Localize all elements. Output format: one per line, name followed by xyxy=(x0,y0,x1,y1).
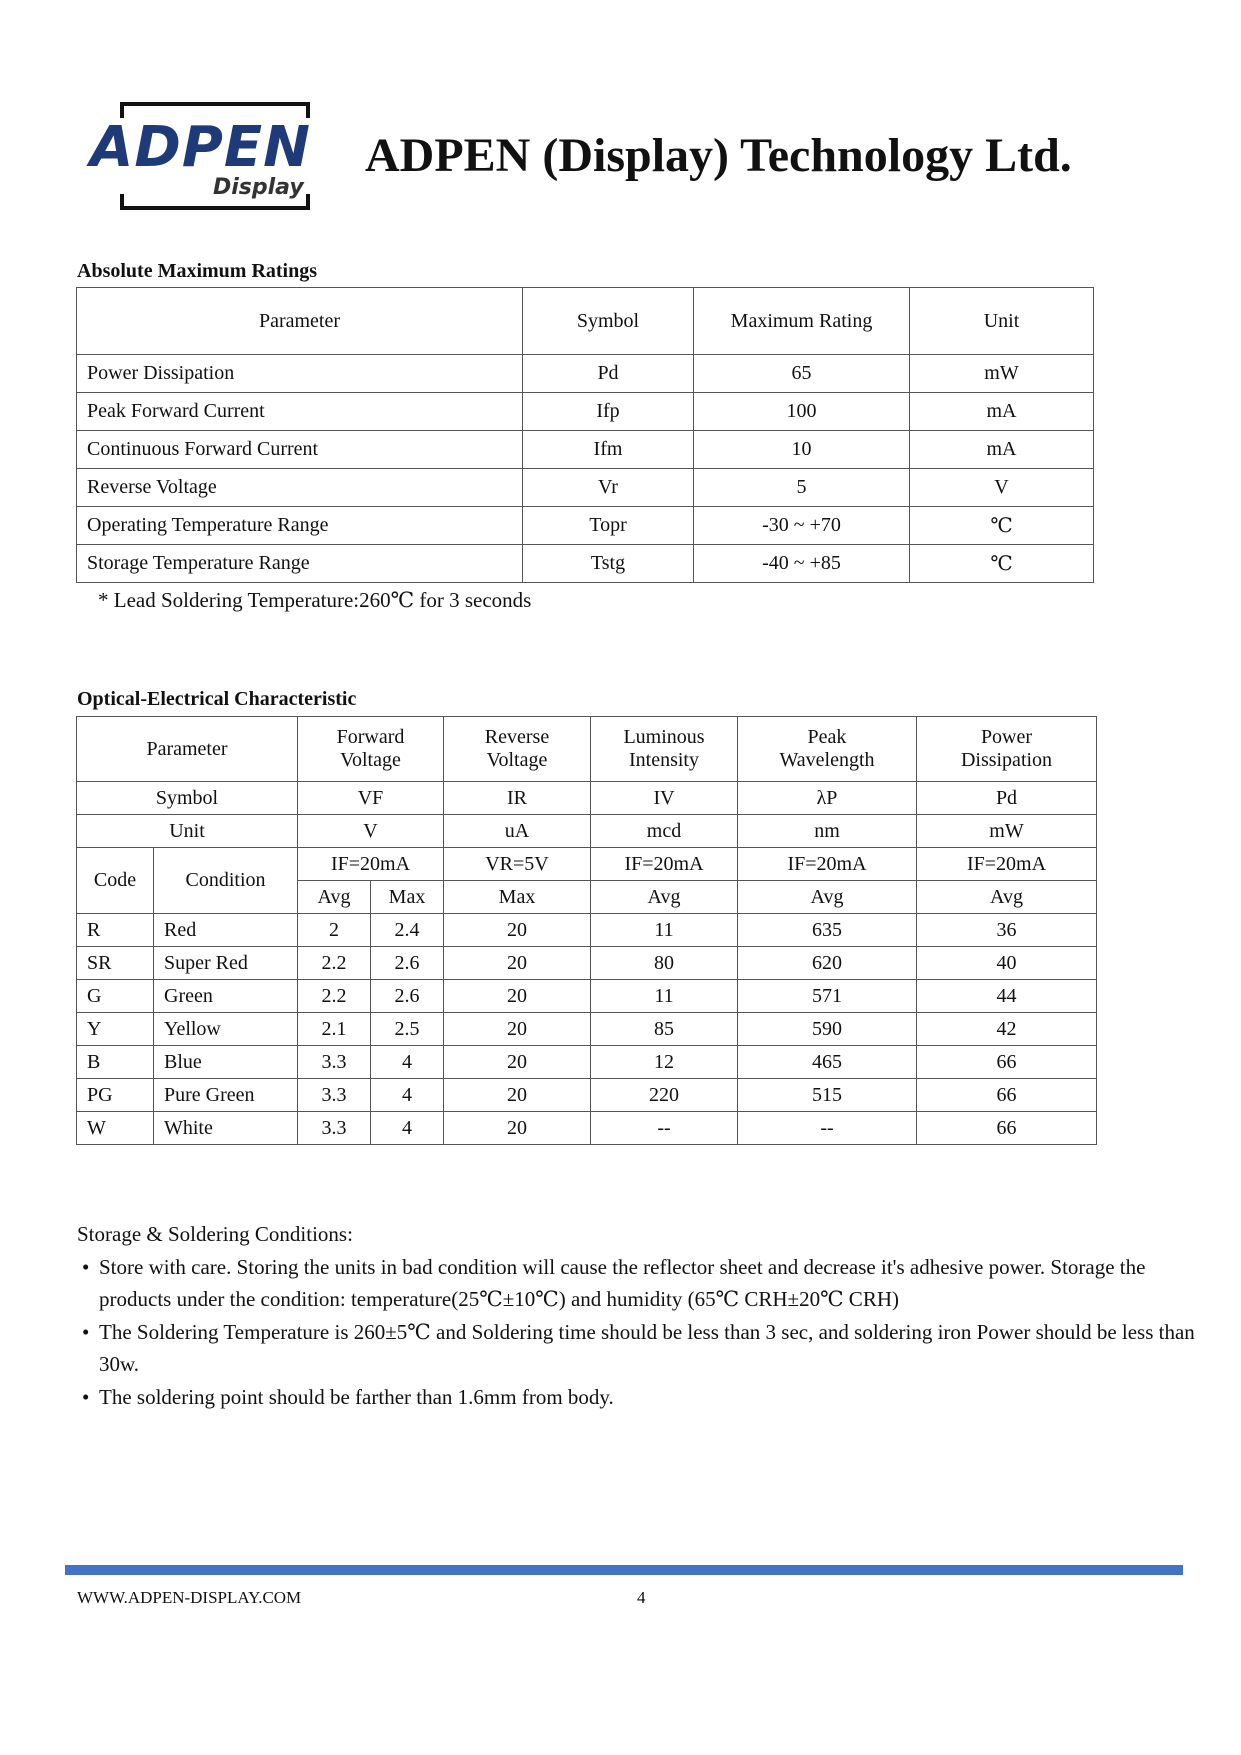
symbol-label: Symbol xyxy=(77,782,298,815)
cell-vf-avg: 2 xyxy=(298,914,371,947)
cell-iv-avg: 80 xyxy=(591,947,738,980)
condition-lp: IF=20mA xyxy=(738,848,917,881)
condition-ir: VR=5V xyxy=(444,848,591,881)
cell-symbol: Topr xyxy=(523,507,694,545)
cell-vf-avg: 2.1 xyxy=(298,1013,371,1046)
cell-vf-max: 2.5 xyxy=(371,1013,444,1046)
optical-table xyxy=(76,716,1097,1145)
cell-pd-avg: 42 xyxy=(917,1013,1097,1046)
cell-code: W xyxy=(77,1112,154,1145)
cell-symbol: Ifp xyxy=(523,393,694,431)
cell-max-rating: 100 xyxy=(694,393,910,431)
header-parameter: Parameter xyxy=(77,288,523,355)
cell-iv-avg: 12 xyxy=(591,1046,738,1079)
page-number: 4 xyxy=(637,1588,646,1607)
logo-brand-text: ADPEN xyxy=(90,115,311,180)
bullet-icon: • xyxy=(82,1254,90,1279)
cell-pd-avg: 36 xyxy=(917,914,1097,947)
list-item-text: The Soldering Temperature is 260±5℃ and Soldering time should be less than 3 sec, and soldering iron Power should be less than 30w. xyxy=(99,1319,1195,1376)
cell-lp-avg: 635 xyxy=(738,914,917,947)
header-unit: Unit xyxy=(910,288,1094,355)
cell-ir-max: 20 xyxy=(444,980,591,1013)
subheader-ir-max: Max xyxy=(444,881,591,914)
logo-frame-bottom xyxy=(120,194,310,210)
footer-url[interactable]: WWW.ADPEN-DISPLAY.COM xyxy=(77,1588,302,1607)
cell-parameter: Continuous Forward Current xyxy=(77,431,523,469)
table-row xyxy=(77,1079,1097,1112)
param-power-dissipation: Power Dissipation xyxy=(917,717,1097,782)
cell-ir-max: 20 xyxy=(444,1112,591,1145)
cell-symbol: Vr xyxy=(523,469,694,507)
unit-mcd: mcd xyxy=(591,815,738,848)
symbol-ir: IR xyxy=(444,782,591,815)
cell-code: SR xyxy=(77,947,154,980)
absolute-max-title: Absolute Maximum Ratings xyxy=(77,260,318,282)
param-forward-voltage: Forward Voltage xyxy=(298,717,444,782)
cell-ir-max: 20 xyxy=(444,1046,591,1079)
cell-ir-max: 20 xyxy=(444,947,591,980)
cell-pd-avg: 44 xyxy=(917,980,1097,1013)
storage-title: Storage & Soldering Conditions: xyxy=(77,1222,353,1246)
cell-vf-avg: 2.2 xyxy=(298,947,371,980)
table-row xyxy=(77,914,1097,947)
subheader-vf-avg: Avg xyxy=(298,881,371,914)
table-row xyxy=(77,431,1094,469)
unit-mw: mW xyxy=(917,815,1097,848)
table-row xyxy=(77,355,1094,393)
cell-lp-avg: 465 xyxy=(738,1046,917,1079)
cell-code: R xyxy=(77,914,154,947)
bullet-icon: • xyxy=(82,1384,90,1409)
table-row xyxy=(77,1013,1097,1046)
bullet-icon: • xyxy=(82,1319,90,1344)
unit-v: V xyxy=(298,815,444,848)
company-logo xyxy=(88,100,318,220)
cell-ir-max: 20 xyxy=(444,1079,591,1112)
cell-code: Y xyxy=(77,1013,154,1046)
cell-parameter: Reverse Voltage xyxy=(77,469,523,507)
param-row xyxy=(77,717,1097,782)
cell-ir-max: 20 xyxy=(444,914,591,947)
cell-lp-avg: -- xyxy=(738,1112,917,1145)
cell-symbol: Pd xyxy=(523,355,694,393)
list-item xyxy=(77,1316,1197,1381)
cell-vf-avg: 3.3 xyxy=(298,1079,371,1112)
table-row xyxy=(77,947,1097,980)
cell-unit: mA xyxy=(910,393,1094,431)
cell-vf-max: 2.6 xyxy=(371,947,444,980)
cell-condition: Super Red xyxy=(154,947,298,980)
footer-bar xyxy=(65,1565,1183,1575)
cell-iv-avg: 85 xyxy=(591,1013,738,1046)
absolute-max-table xyxy=(76,287,1094,583)
condition-iv: IF=20mA xyxy=(591,848,738,881)
symbol-row xyxy=(77,782,1097,815)
soldering-note: * Lead Soldering Temperature:260℃ for 3 seconds xyxy=(98,588,532,612)
cell-condition: Pure Green xyxy=(154,1079,298,1112)
param-label: Parameter xyxy=(77,717,298,782)
header-symbol: Symbol xyxy=(523,288,694,355)
cell-symbol: Tstg xyxy=(523,545,694,583)
code-label: Code xyxy=(77,848,154,914)
optical-title: Optical-Electrical Characteristic xyxy=(77,688,357,710)
table-row xyxy=(77,545,1094,583)
list-item-text: Store with care. Storing the units in bad condition will cause the reflector sheet and decrease it's adhesive power. Storage the products under the condition: temperature(25℃±10℃) and humidity (65℃ CRH±20℃ CRH) xyxy=(99,1254,1146,1311)
cell-max-rating: 65 xyxy=(694,355,910,393)
cell-max-rating: -40 ~ +85 xyxy=(694,545,910,583)
cell-iv-avg: 220 xyxy=(591,1079,738,1112)
cell-unit: mA xyxy=(910,431,1094,469)
table-row xyxy=(77,469,1094,507)
cell-iv-avg: 11 xyxy=(591,914,738,947)
cell-condition: Red xyxy=(154,914,298,947)
cell-condition: White xyxy=(154,1112,298,1145)
cell-parameter: Storage Temperature Range xyxy=(77,545,523,583)
cell-parameter: Power Dissipation xyxy=(77,355,523,393)
list-item-text: The soldering point should be farther than 1.6mm from body. xyxy=(99,1384,614,1409)
unit-row xyxy=(77,815,1097,848)
table-row xyxy=(77,1046,1097,1079)
cell-lp-avg: 515 xyxy=(738,1079,917,1112)
cell-condition: Blue xyxy=(154,1046,298,1079)
unit-ua: uA xyxy=(444,815,591,848)
param-luminous-intensity: Luminous Intensity xyxy=(591,717,738,782)
cell-vf-max: 2.4 xyxy=(371,914,444,947)
cell-vf-avg: 2.2 xyxy=(298,980,371,1013)
unit-nm: nm xyxy=(738,815,917,848)
header-max-rating: Maximum Rating xyxy=(694,288,910,355)
condition-label: Condition xyxy=(154,848,298,914)
cell-vf-avg: 3.3 xyxy=(298,1046,371,1079)
cell-vf-max: 4 xyxy=(371,1079,444,1112)
symbol-lp: λP xyxy=(738,782,917,815)
symbol-vf: VF xyxy=(298,782,444,815)
cell-lp-avg: 590 xyxy=(738,1013,917,1046)
company-name: ADPEN (Display) Technology Ltd. xyxy=(365,129,1072,182)
symbol-pd: Pd xyxy=(917,782,1097,815)
cell-parameter: Peak Forward Current xyxy=(77,393,523,431)
cell-max-rating: 5 xyxy=(694,469,910,507)
subheader-lp-avg: Avg xyxy=(738,881,917,914)
condition-vf: IF=20mA xyxy=(298,848,444,881)
cell-pd-avg: 66 xyxy=(917,1079,1097,1112)
cell-condition: Yellow xyxy=(154,1013,298,1046)
cell-max-rating: -30 ~ +70 xyxy=(694,507,910,545)
param-peak-wavelength: Peak Wavelength xyxy=(738,717,917,782)
cell-max-rating: 10 xyxy=(694,431,910,469)
table-row xyxy=(77,980,1097,1013)
table-row xyxy=(77,507,1094,545)
cell-pd-avg: 40 xyxy=(917,947,1097,980)
cell-pd-avg: 66 xyxy=(917,1112,1097,1145)
subheader-vf-max: Max xyxy=(371,881,444,914)
cell-vf-max: 4 xyxy=(371,1112,444,1145)
table-row xyxy=(77,1112,1097,1145)
subheader-pd-avg: Avg xyxy=(917,881,1097,914)
param-reverse-voltage: Reverse Voltage xyxy=(444,717,591,782)
cell-unit: V xyxy=(910,469,1094,507)
cell-pd-avg: 66 xyxy=(917,1046,1097,1079)
cell-lp-avg: 620 xyxy=(738,947,917,980)
logo-sub-text: Display xyxy=(213,175,304,200)
cell-unit: ℃ xyxy=(910,545,1094,583)
cell-unit: mW xyxy=(910,355,1094,393)
unit-label: Unit xyxy=(77,815,298,848)
condition-pd: IF=20mA xyxy=(917,848,1097,881)
cell-code: PG xyxy=(77,1079,154,1112)
cell-lp-avg: 571 xyxy=(738,980,917,1013)
cell-code: G xyxy=(77,980,154,1013)
list-item xyxy=(77,1251,1197,1316)
cell-iv-avg: 11 xyxy=(591,980,738,1013)
subheader-iv-avg: Avg xyxy=(591,881,738,914)
cell-ir-max: 20 xyxy=(444,1013,591,1046)
cell-parameter: Operating Temperature Range xyxy=(77,507,523,545)
cell-vf-avg: 3.3 xyxy=(298,1112,371,1145)
cell-condition: Green xyxy=(154,980,298,1013)
list-item xyxy=(77,1381,1197,1414)
cell-iv-avg: -- xyxy=(591,1112,738,1145)
cell-vf-max: 4 xyxy=(371,1046,444,1079)
symbol-iv: IV xyxy=(591,782,738,815)
condition-row xyxy=(77,848,1097,881)
table-header-row xyxy=(77,288,1094,355)
storage-conditions xyxy=(77,1218,1197,1413)
cell-unit: ℃ xyxy=(910,507,1094,545)
cell-symbol: Ifm xyxy=(523,431,694,469)
table-row xyxy=(77,393,1094,431)
cell-vf-max: 2.6 xyxy=(371,980,444,1013)
cell-code: B xyxy=(77,1046,154,1079)
